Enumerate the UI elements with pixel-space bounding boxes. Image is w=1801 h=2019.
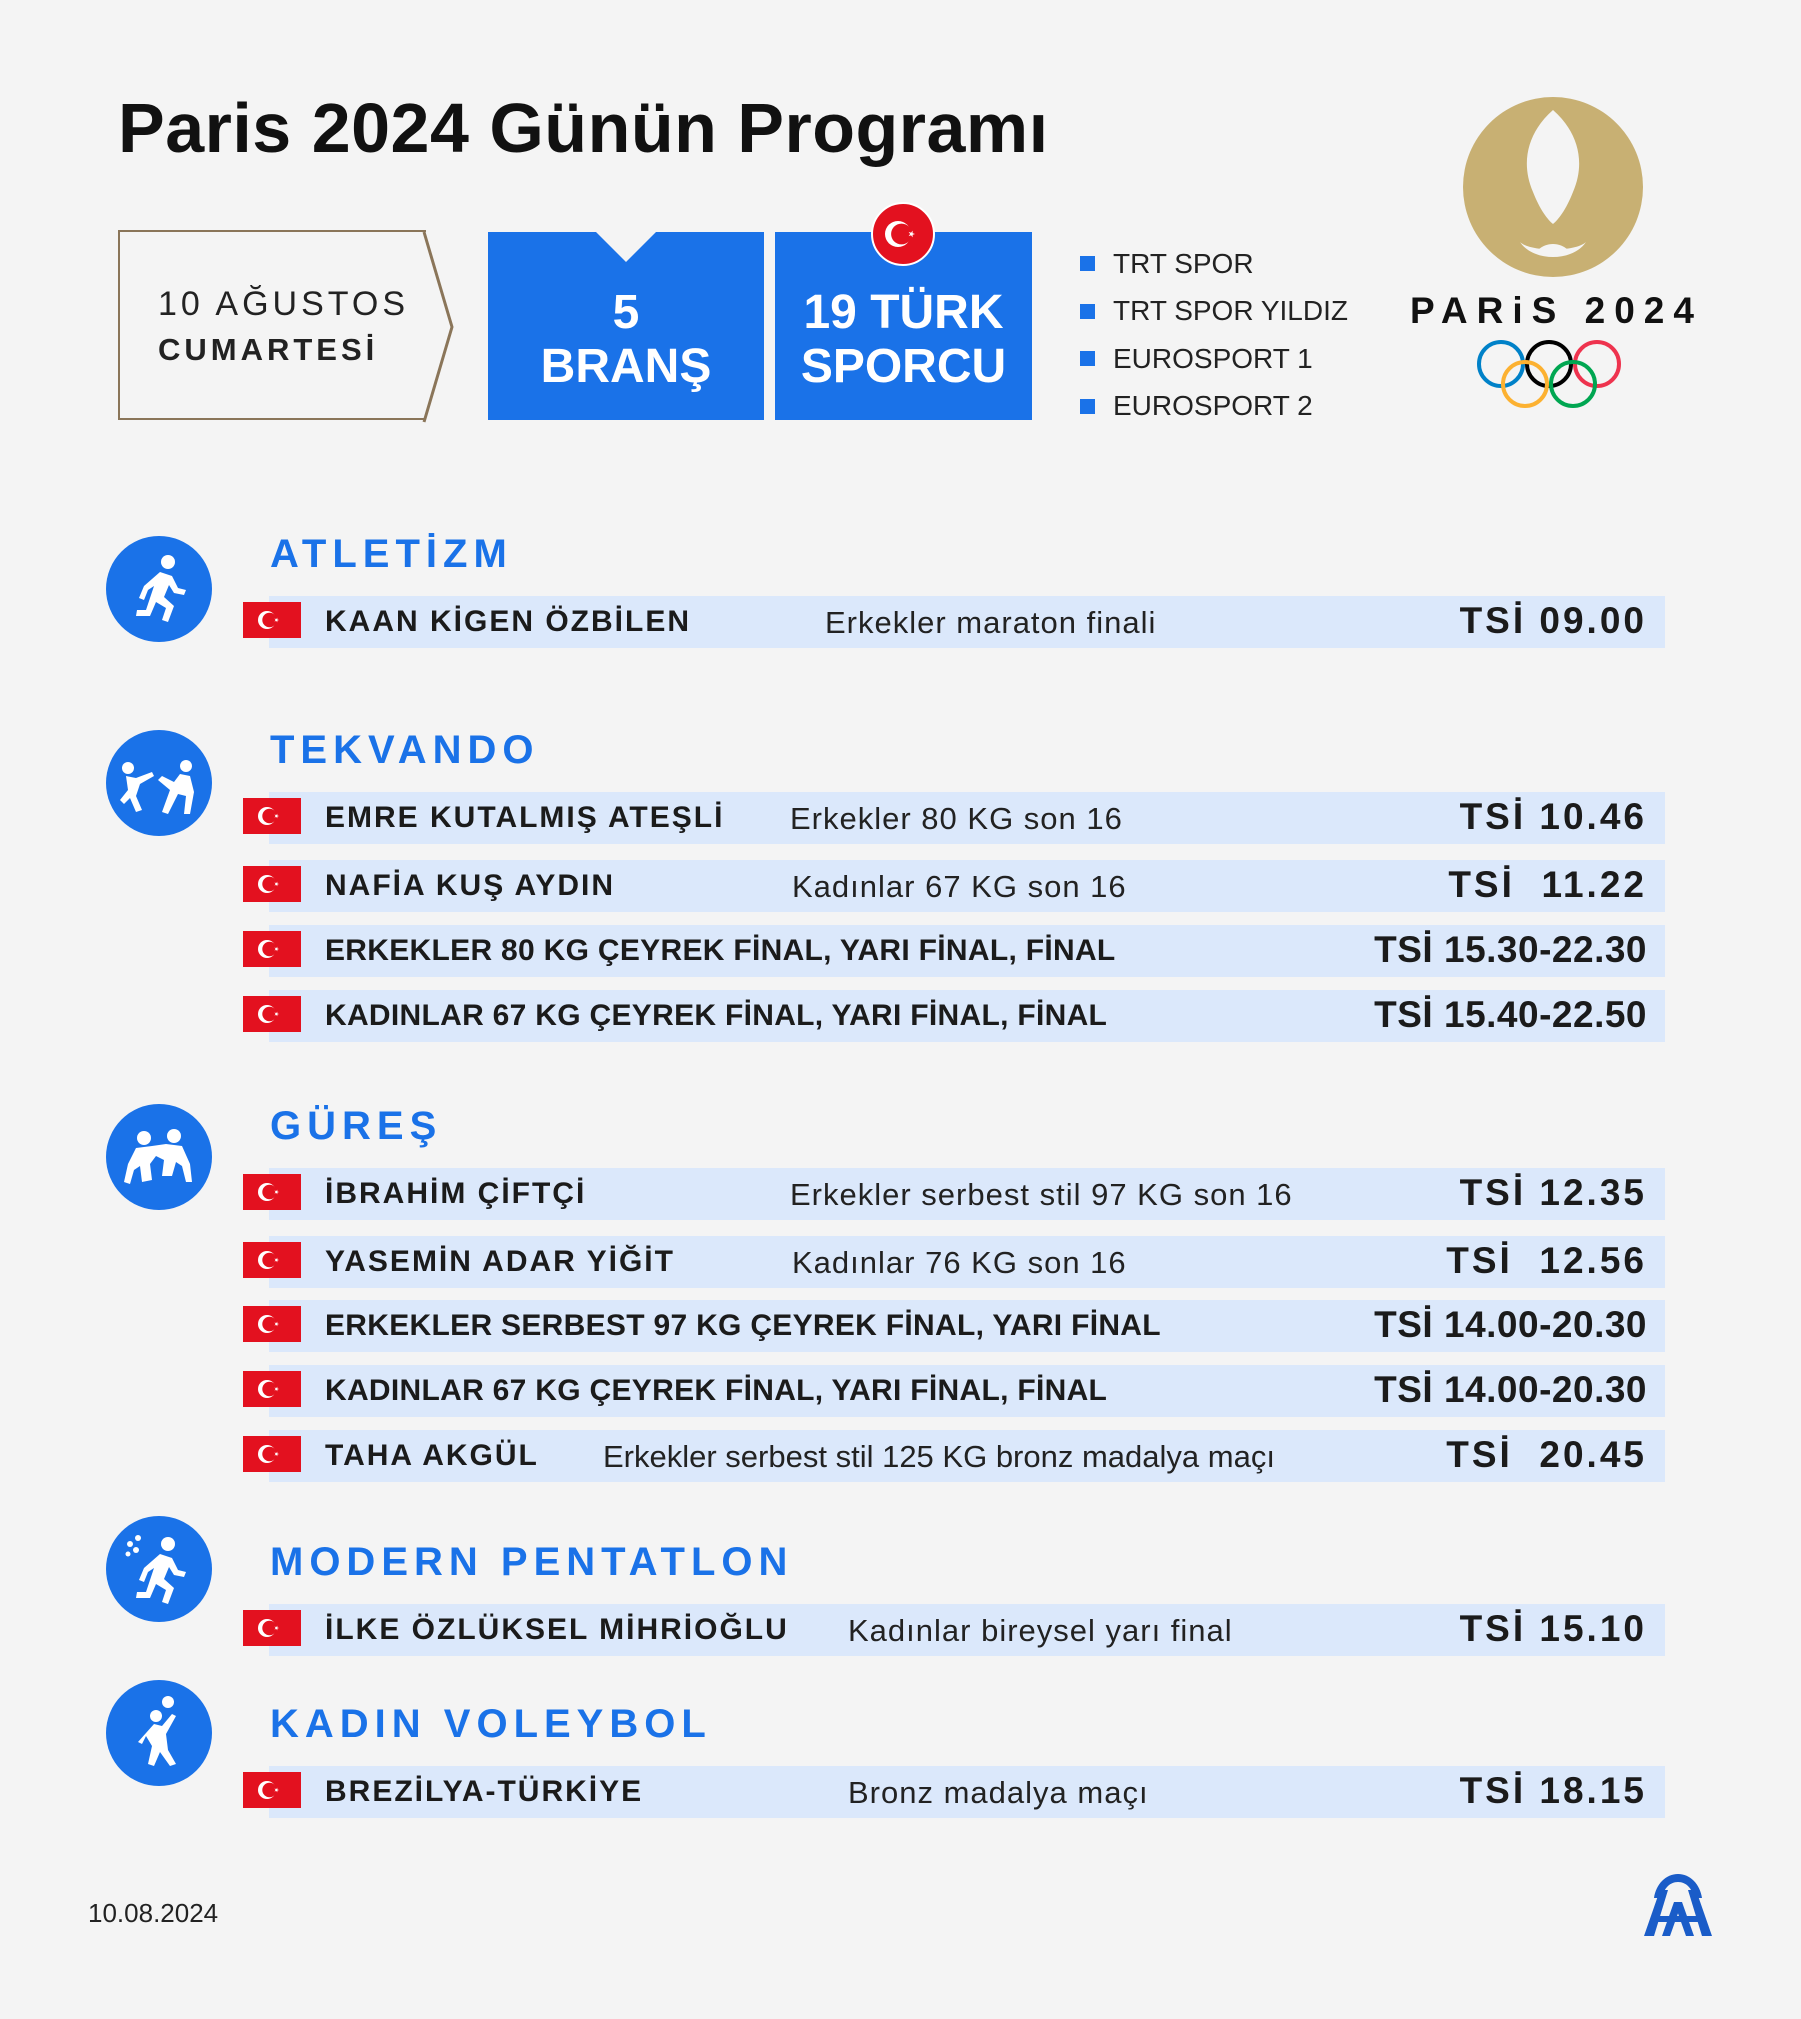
bullet-icon <box>1080 256 1095 271</box>
event-description: Bronz madalya maçı <box>848 1775 1149 1810</box>
section-title-athletics: ATLETİZM <box>270 532 513 576</box>
event-description: Erkekler 80 KG son 16 <box>790 801 1123 836</box>
turkish-flag-icon <box>243 931 301 967</box>
pentathlon-icon <box>106 1516 212 1622</box>
running-icon <box>106 536 212 642</box>
athlete-name: NAFİA KUŞ AYDIN <box>325 869 616 902</box>
turkish-flag-icon <box>243 866 301 902</box>
event-time: TSİ 15.10 <box>1459 1608 1647 1649</box>
bullet-icon <box>1080 351 1095 366</box>
taekwondo-icon <box>106 730 212 836</box>
branch-label: BRANŞ <box>540 340 712 393</box>
athlete-name: İBRAHİM ÇİFTÇİ <box>325 1177 587 1210</box>
paris-2024-logo-icon <box>1408 92 1648 282</box>
athlete-name: İLKE ÖZLÜKSEL MİHRİOĞLU <box>325 1613 789 1646</box>
schedule-row <box>243 1604 1665 1656</box>
event-time: TSİ 11.22 <box>1448 864 1647 905</box>
date-box-arrow <box>420 230 456 424</box>
turkish-flag-icon <box>243 798 301 834</box>
date-day: 10 AĞUSTOS <box>158 285 410 323</box>
turkish-flag-icon <box>871 202 935 266</box>
schedule-row <box>243 792 1665 844</box>
turkish-flag-icon <box>243 1174 301 1210</box>
turkish-flag-icon <box>243 602 301 638</box>
schedule-row <box>243 596 1665 648</box>
event-time: TSİ 12.56 <box>1446 1240 1647 1281</box>
date-box <box>118 230 426 420</box>
event-time: TSİ 20.45 <box>1446 1434 1647 1475</box>
event-name: KADINLAR 67 KG ÇEYREK FİNAL, YARI FİNAL, FİNAL <box>325 1374 1108 1407</box>
channel-item: EUROSPORT 1 <box>1080 335 1348 383</box>
athlete-name: YASEMİN ADAR YİĞİT <box>325 1245 675 1278</box>
event-time: TSİ 18.15 <box>1459 1770 1647 1811</box>
turkish-flag-icon <box>243 996 301 1032</box>
schedule-row <box>243 1168 1665 1220</box>
branch-box-notch <box>596 232 656 262</box>
turkish-flag-icon <box>243 1436 301 1472</box>
event-time: TSİ 10.46 <box>1459 796 1647 837</box>
schedule-row <box>243 925 1665 977</box>
schedule-row <box>243 990 1665 1042</box>
channel-item: EUROSPORT 2 <box>1080 383 1348 431</box>
event-time: TSİ 12.35 <box>1459 1172 1647 1213</box>
event-description: Kadınlar 76 KG son 16 <box>792 1245 1127 1280</box>
athlete-name: TAHA AKGÜL <box>325 1439 539 1472</box>
turkish-flag-icon <box>243 1306 301 1342</box>
event-description: Kadınlar 67 KG son 16 <box>792 869 1127 904</box>
event-description: Erkekler maraton finali <box>825 605 1157 640</box>
section-title-taekwondo: TEKVANDO <box>270 728 540 772</box>
channel-list <box>1080 240 1348 430</box>
event-description: Kadınlar bireysel yarı final <box>848 1613 1233 1648</box>
aa-logo-icon <box>1640 1872 1716 1938</box>
turkish-flag-icon <box>243 1610 301 1646</box>
schedule-row <box>243 1365 1665 1417</box>
schedule-row <box>243 1430 1665 1482</box>
section-title-wrestling: GÜREŞ <box>270 1104 443 1148</box>
event-name: ERKEKLER SERBEST 97 KG ÇEYREK FİNAL, YARI FİNAL <box>325 1309 1161 1342</box>
athlete-name: KAAN KİGEN ÖZBİLEN <box>325 605 691 638</box>
date-weekday: CUMARTESİ <box>158 332 379 367</box>
athlete-label: SPORCU <box>800 340 1007 393</box>
event-time: TSİ 09.00 <box>1459 600 1647 641</box>
event-description: Erkekler serbest stil 97 KG son 16 <box>790 1177 1293 1212</box>
turkish-flag-icon <box>243 1371 301 1407</box>
volleyball-icon <box>106 1680 212 1786</box>
schedule-row <box>243 1766 1665 1818</box>
athlete-count: 19 TÜRK <box>803 286 1004 340</box>
match-name: BREZİLYA-TÜRKİYE <box>325 1775 644 1808</box>
event-time: TSİ 15.40-22.50 <box>1374 994 1647 1035</box>
olympic-rings-icon <box>1474 338 1624 410</box>
bullet-icon <box>1080 304 1095 319</box>
section-title-womens-volleyball: KADIN VOLEYBOL <box>270 1702 712 1746</box>
event-time: TSİ 15.30-22.30 <box>1374 929 1647 970</box>
schedule-row <box>243 860 1665 912</box>
channel-item: TRT SPOR <box>1080 240 1348 288</box>
schedule-row <box>243 1236 1665 1288</box>
event-time: TSİ 14.00-20.30 <box>1374 1304 1647 1345</box>
section-title-modern-pentathlon: MODERN PENTATLON <box>270 1540 794 1584</box>
footer-date: 10.08.2024 <box>88 1898 219 1928</box>
channel-item: TRT SPOR YILDIZ <box>1080 288 1348 336</box>
wrestling-icon <box>106 1104 212 1210</box>
page-title: Paris 2024 Günün Programı <box>118 89 1049 167</box>
event-name: ERKEKLER 80 KG ÇEYREK FİNAL, YARI FİNAL, FİNAL <box>325 934 1116 967</box>
turkish-flag-icon <box>243 1242 301 1278</box>
event-time: TSİ 14.00-20.30 <box>1374 1369 1647 1410</box>
athlete-name: EMRE KUTALMIŞ ATEŞLİ <box>325 801 725 834</box>
event-description: Erkekler serbest stil 125 KG bronz madalya maçı <box>603 1439 1275 1474</box>
event-name: KADINLAR 67 KG ÇEYREK FİNAL, YARI FİNAL, FİNAL <box>325 999 1108 1032</box>
branch-count: 5 <box>612 286 640 340</box>
turkish-flag-icon <box>243 1772 301 1808</box>
schedule-row <box>243 1300 1665 1352</box>
bullet-icon <box>1080 399 1095 414</box>
paris-2024-wordmark: PARiS 2024 <box>1410 290 1703 331</box>
